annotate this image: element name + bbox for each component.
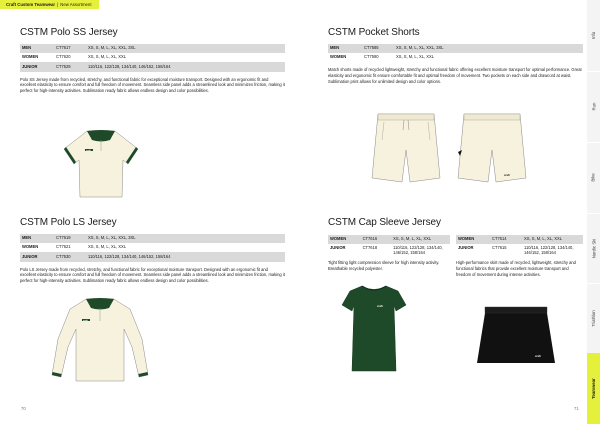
size-group: WOMEN (330, 54, 347, 60)
product-title: CSTM Cap Sleeve Jersey (328, 217, 441, 228)
size-table (328, 235, 450, 255)
tab-label: Triathlon (591, 309, 596, 327)
table-row (20, 53, 285, 62)
skirt-details (456, 229, 583, 277)
size-group: JUNIOR (458, 245, 474, 251)
table-row (20, 243, 285, 252)
article-number: CT7529 (53, 62, 85, 71)
article-number: CT7616 (360, 235, 391, 244)
article-number: CT7615 (492, 245, 507, 251)
size-range: 110/116, 122/128, 134/140, 146/152, 158/164 (85, 62, 285, 71)
cap-sleeve-jersey-details (328, 229, 450, 272)
product-description: Tight fitting light compression sleeve for high intensity activity. Breathable recycled polyester. (328, 260, 440, 271)
size-range: 110/116, 122/128, 134/140, 146/152, 158/164 (85, 252, 285, 261)
size-table (328, 44, 583, 62)
table-row (20, 252, 285, 261)
size-group: WOMEN (328, 235, 360, 244)
tab-info[interactable] (587, 0, 600, 72)
craft-logo: craft (86, 149, 91, 152)
size-range: XS, S, M, L, XL, XXL, 3XL (85, 44, 285, 53)
size-range: XS, S, M, L, XL, XXL (88, 54, 126, 60)
tab-run[interactable] (587, 71, 600, 143)
breadcrumb-separator: | (57, 2, 59, 7)
section-label: New Assortment (60, 2, 92, 7)
product-title: CSTM Polo LS Jersey (20, 217, 117, 228)
tab-label: Teamwear (591, 378, 597, 399)
article-number: CT7617 (53, 44, 85, 53)
size-group: JUNIOR (20, 62, 53, 71)
size-group: WOMEN (22, 244, 39, 250)
table-row (328, 235, 450, 244)
product-description: Match shorts made of recycled lightweight, stretchy and functional fabric offering excellent moisture transport for optimal performance. Great elasticity and ergonomic fit ensure comfortable fit and optimal freedom of movement. Two pockets on each side and drawcord at waist. Sublimation print allows for unlimited design and color options. (328, 67, 582, 84)
tab-label: Run (590, 102, 596, 111)
size-group: MEN (20, 234, 53, 243)
brand-label: Craft Custom Teamwear (6, 2, 56, 7)
table-row (456, 244, 583, 255)
product-pocket-shorts (328, 27, 583, 84)
table-row (20, 234, 285, 243)
size-table (20, 234, 285, 262)
tab-nordic-ski[interactable] (587, 213, 600, 284)
table-row (20, 62, 285, 71)
article-number: CT7590 (364, 54, 379, 60)
size-table (20, 44, 285, 72)
size-group: WOMEN (22, 54, 39, 60)
product-description: Polo LS Jersey made from recycled, stretchy, and functional fabric for exceptional moisture transport. Designed with an ergonomic fit and excellent elasticity to ensure comfort and full freedom of movement. Seamless side panel adds a streamlined look and minimizes friction, making it perfect for high-intensity activities. Sublimation ready fabric allows endless design and color possibilities. (20, 266, 285, 283)
tab-bike[interactable] (587, 142, 600, 214)
tab-label: Bike (590, 173, 596, 182)
size-range: XS, S, M, L, XL, XXL (390, 235, 450, 244)
tab-triathlon[interactable] (587, 283, 600, 354)
product-description: High-performance skirt made of recycled, lightweight, stretchy and functional fabrics that provide excellent moisture transport and freedom of movement during intense activities. (456, 260, 576, 277)
craft-logo: craft (377, 305, 383, 308)
craft-logo: craft (535, 355, 541, 358)
shorts-back-image (456, 112, 528, 189)
product-polo-ss (20, 27, 285, 93)
table-row (328, 244, 450, 255)
cap-sleeve-jersey-image (340, 283, 408, 380)
craft-logo: craft (83, 319, 88, 322)
size-table (456, 235, 583, 255)
table-row (328, 53, 583, 62)
article-number: CT7530 (53, 252, 85, 261)
product-title: CSTM Polo SS Jersey (20, 27, 118, 38)
size-range: XS, S, M, L, XL, XXL (396, 54, 434, 60)
polo-ls-image (48, 295, 153, 390)
tab-label: Nordic Ski (591, 238, 596, 258)
skirt-image (475, 305, 557, 372)
size-group: JUNIOR (20, 252, 53, 261)
article-number: CT7621 (56, 244, 71, 250)
size-group: MEN (328, 44, 361, 53)
product-description: Polo SS Jersey made from recycled, stretchy, and functional fabric for exceptional moisture transport. Designed with an ergonomic fit and excellent elasticity to ensure comfort and full freedom of movement. Seamless side panel adds a streamlined look and minimizes friction, making it perfect for high-intensity activities. Sublimation ready fabric allows endless design and color possibilities. (20, 76, 285, 93)
craft-logo: craft (504, 174, 510, 177)
size-group: WOMEN (456, 235, 489, 244)
polo-ss-image (60, 127, 142, 206)
product-polo-ls (20, 217, 285, 283)
article-number: CT7619 (53, 234, 85, 243)
table-row (20, 44, 285, 53)
size-range: XS, S, M, L, XL, XXL (521, 235, 583, 244)
shorts-front-image (370, 112, 442, 189)
table-row (328, 44, 583, 53)
size-group: MEN (20, 44, 53, 53)
size-range: XS, S, M, L, XL, XXL (88, 244, 126, 250)
size-range: 110/116, 122/128, 134/140, 146/152, 158/164 (393, 245, 443, 256)
product-cap-sleeve-jersey (328, 217, 583, 228)
tab-teamwear[interactable] (587, 353, 600, 425)
product-title: CSTM Pocket Shorts (328, 27, 420, 38)
article-number: CT7585 (361, 44, 393, 53)
table-row (456, 235, 583, 244)
article-number: CT7620 (56, 54, 71, 60)
size-range: 110/116, 122/128, 134/140, 146/152, 158/164 (524, 245, 574, 256)
page-number-right: 71 (574, 406, 579, 411)
breadcrumb (0, 0, 99, 9)
size-group: JUNIOR (330, 245, 346, 251)
size-range: XS, S, M, L, XL, XXL, 3XL (393, 44, 583, 53)
size-range: XS, S, M, L, XL, XXL, 3XL (85, 234, 285, 243)
page-number-left: 70 (21, 406, 26, 411)
article-number: CT7614 (489, 235, 521, 244)
section-tabs (587, 0, 600, 424)
tab-label: Info (590, 31, 596, 40)
article-number: CT7618 (362, 245, 378, 251)
